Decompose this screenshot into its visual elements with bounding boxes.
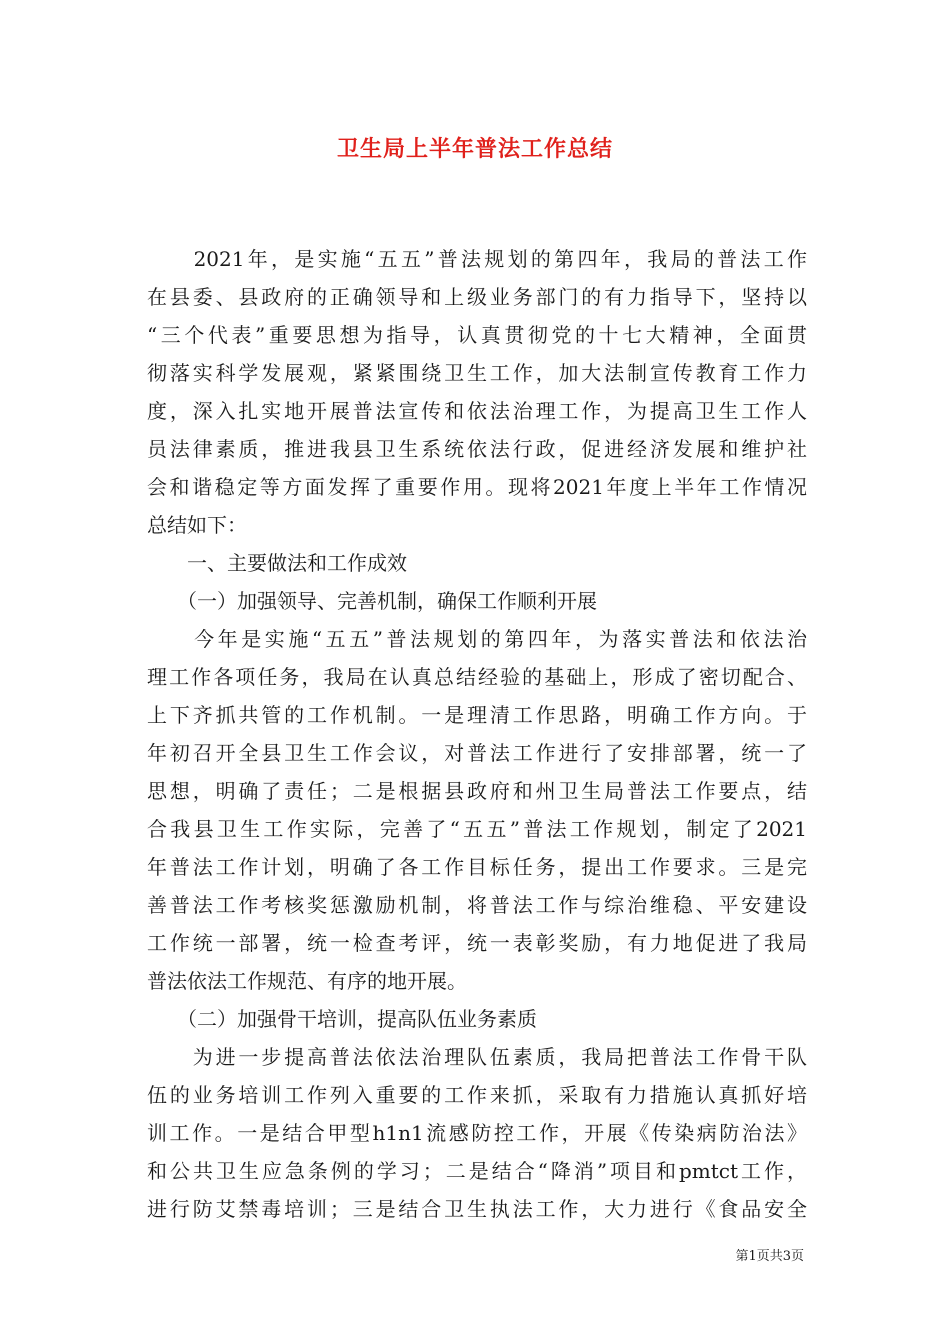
text-line: 会和谐稳定等方面发挥了重要作用。现将2021年度上半年工作情况	[147, 475, 807, 499]
text-line: 2021年，是实施“五五”普法规划的第四年，我局的普法工作	[147, 247, 807, 271]
text-line: 伍的业务培训工作列入重要的工作来抓，采取有力措施认真抓好培	[147, 1083, 807, 1107]
page-number: 第1页共3页	[735, 1249, 804, 1264]
section-heading: 一、主要做法和工作成效	[147, 551, 407, 575]
text-line: 度，深入扎实地开展普法宣传和依法治理工作，为提高卫生工作人	[147, 399, 807, 423]
text-line: 善普法工作考核奖惩激励机制，将普法工作与综治维稳、平安建设	[147, 893, 807, 917]
paragraph-intro	[147, 240, 807, 544]
text-line: “三个代表”重要思想为指导，认真贯彻党的十七大精神，全面贯	[147, 323, 807, 347]
document-title: 卫生局上半年普法工作总结	[336, 136, 613, 162]
text-line: 员法律素质，推进我县卫生系统依法行政，促进经济发展和维护社	[147, 437, 807, 461]
text-line: 上下齐抓共管的工作机制。一是理清工作思路，明确工作方向。于	[147, 703, 807, 727]
text-line: 为进一步提高普法依法治理队伍素质，我局把普法工作骨干队	[147, 1045, 807, 1069]
text-line: 在县委、县政府的正确领导和上级业务部门的有力指导下，坚持以	[147, 285, 807, 309]
text-line: 总结如下：	[147, 513, 247, 537]
text-line: 今年是实施“五五”普法规划的第四年，为落实普法和依法治	[147, 627, 807, 651]
text-line: 彻落实科学发展观，紧紧围绕卫生工作，加大法制宣传教育工作力	[147, 361, 807, 385]
text-line: 和公共卫生应急条例的学习；二是结合“降消”项目和pmtct工作，	[147, 1159, 807, 1183]
text-line: 年初召开全县卫生工作会议，对普法工作进行了安排部署，统一了	[147, 741, 807, 765]
subsection-heading: （一）加强领导、完善机制，确保工作顺利开展	[147, 589, 597, 613]
text-line: 思想，明确了责任；二是根据县政府和州卫生局普法工作要点，结	[147, 779, 807, 803]
text-line: 进行防艾禁毒培训；三是结合卫生执法工作，大力进行《食品安全	[147, 1197, 807, 1221]
subsection-heading: （二）加强骨干培训，提高队伍业务素质	[147, 1007, 537, 1031]
text-line: 合我县卫生工作实际，完善了“五五”普法工作规划，制定了2021	[147, 817, 807, 841]
text-line: 理工作各项任务，我局在认真总结经验的基础上，形成了密切配合、	[147, 665, 807, 689]
text-line: 年普法工作计划，明确了各工作目标任务，提出工作要求。三是完	[147, 855, 807, 879]
document-body	[147, 240, 807, 1228]
text-line: 训工作。一是结合甲型h1n1流感防控工作，开展《传染病防治法》	[147, 1121, 807, 1145]
text-line: 工作统一部署，统一检查考评，统一表彰奖励，有力地促进了我局	[147, 931, 807, 955]
paragraph-leadership	[147, 620, 807, 1000]
text-line: 普法依法工作规范、有序的地开展。	[147, 969, 467, 993]
paragraph-training	[147, 1038, 807, 1228]
